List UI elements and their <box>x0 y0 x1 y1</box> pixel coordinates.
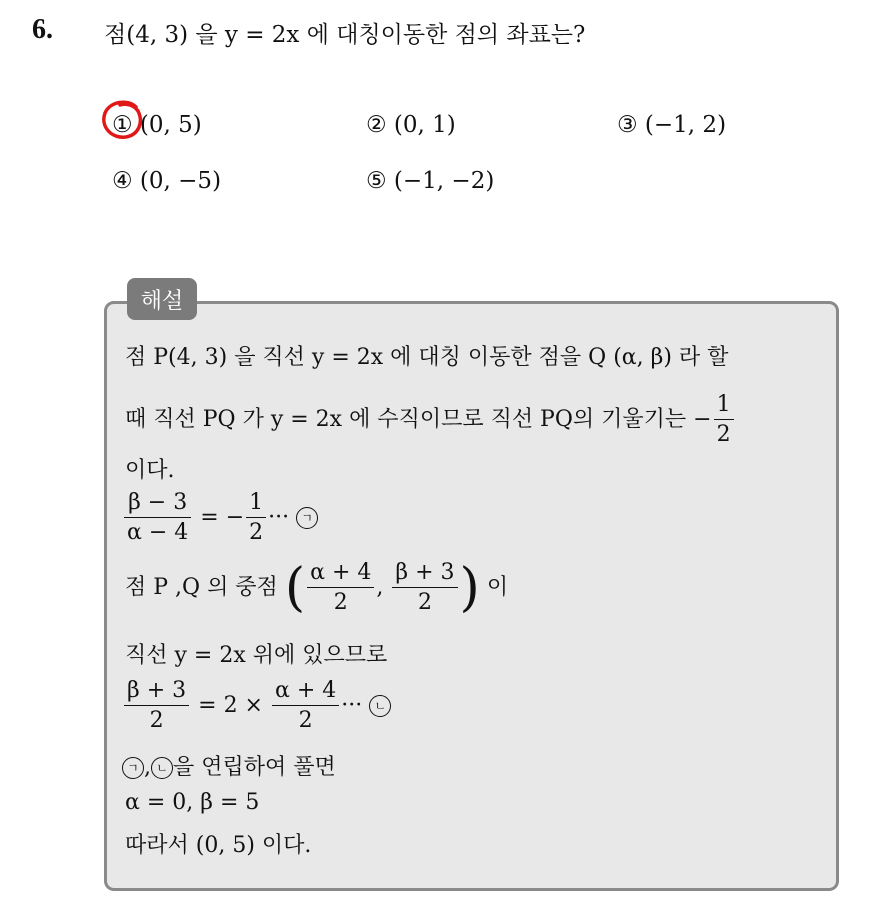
circled-nieun-icon: ㄴ <box>151 757 173 779</box>
slope-fraction: $\frac{1}{2}$ <box>714 392 734 448</box>
choice-4[interactable]: ④ (0, −5) <box>112 168 222 194</box>
explanation-line-9: 따라서 (0, 5) 이다. <box>125 833 312 858</box>
eq1-left-fraction: $\frac{\beta - 3}{\alpha - 4}$ <box>124 490 191 546</box>
eq1-right-fraction: $\frac{1}{2}$ <box>246 490 266 546</box>
explanation-tag: 해설 <box>127 278 197 320</box>
circled-giyeok-icon: ㄱ <box>296 507 318 529</box>
choice-1[interactable]: ① (0, 5) <box>112 112 202 138</box>
explanation-line-7: ㄱ , ㄴ 을 연립하여 풀면 <box>122 750 336 781</box>
explanation-line-8: α = 0, β = 5 <box>125 790 260 815</box>
midpoint-line: 점 P ,Q 의 중점 ( $\frac{\alpha + 4}{2}$ , $\frac{\beta + 3}{2}$ ) 이 <box>125 557 509 618</box>
explanation-line-5: 직선 y = 2x 위에 있으므로 <box>125 643 388 668</box>
circled-nieun-icon: ㄴ <box>369 695 391 717</box>
choice-3[interactable]: ③ (−1, 2) <box>617 112 727 138</box>
equation-2: $\frac{\beta + 3}{2}$ = 2 × $\frac{\alpha + 4}{2}$ ··· ㄴ <box>122 678 391 734</box>
question-text: 점(4, 3) 을 y = 2x 에 대칭이동한 점의 좌표는? <box>104 22 586 48</box>
choice-2[interactable]: ② (0, 1) <box>366 112 456 138</box>
circled-giyeok-icon: ㄱ <box>122 757 144 779</box>
eq2-left-fraction: $\frac{\beta + 3}{2}$ <box>124 678 189 734</box>
explanation-line-2 <box>125 392 736 448</box>
eq2-right-fraction: $\frac{\alpha + 4}{2}$ <box>272 678 339 734</box>
line2-text: 때 직선 PQ 가 y = 2x 에 수직이므로 직선 PQ의 기울기는 − <box>125 406 712 432</box>
equation-1: $\frac{\beta - 3}{\alpha - 4}$ = − $\frac{1}{2}$ ··· ㄱ <box>122 490 318 546</box>
question-number: 6. <box>32 14 53 45</box>
explanation-line-1: 점 P(4, 3) 을 직선 y = 2x 에 대칭 이동한 점을 Q (α, β) 라 할 <box>125 345 729 370</box>
explanation-line-3: 이다. <box>125 458 175 483</box>
choice-5[interactable]: ⑤ (−1, −2) <box>366 168 495 194</box>
